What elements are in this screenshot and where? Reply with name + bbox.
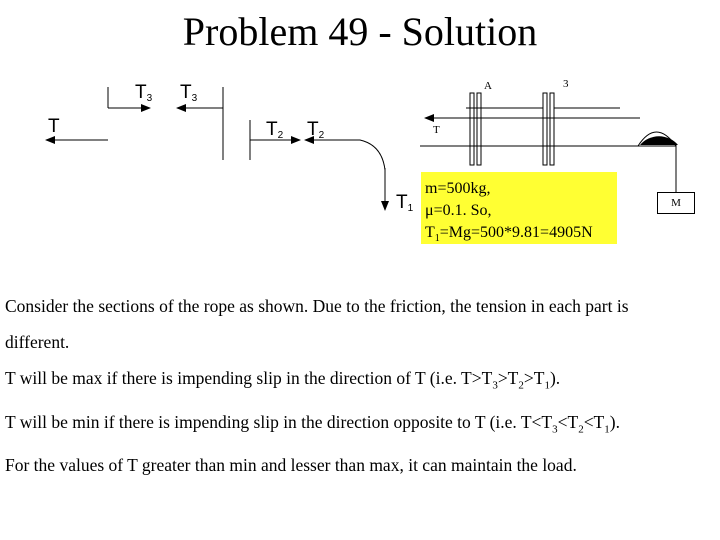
paragraph-3: T will be min if there is impending slip in the direction opposite to T (i.e. $T<T_3<T_2<T_1$). [5, 411, 620, 435]
hanging-mass: M [657, 192, 695, 214]
slide-title: Problem 49 - Solution [182, 9, 538, 54]
label-block-a: A [484, 80, 492, 92]
paragraph-2: T will be max if there is impending slip in the direction of T (i.e. $T>T_3>T_2>T_1$). [5, 368, 561, 392]
label-t: T [48, 116, 60, 137]
paragraph-1a: Consider the sections of the rope as shown. Due to the friction, the tension in each part is [5, 296, 629, 316]
paragraph-4: For the values of T greater than min and lesser than max, it can maintain the load. [5, 455, 577, 475]
label-t3-left: $T_3$ [135, 82, 153, 104]
block-b [543, 93, 620, 165]
given-friction: μ=0.1. So, [425, 202, 492, 219]
label-rope-t: T [433, 124, 440, 136]
label-t2-right: $T_2$ [307, 119, 325, 141]
label-t3-right: $T_3$ [180, 82, 198, 104]
block-a [466, 93, 543, 165]
explanation-text [5, 288, 720, 483]
given-mass: m=500kg, [425, 180, 491, 197]
given-tension: $T_1=Mg=500*9.81=4905N$ [425, 224, 593, 245]
section-segment-4 [305, 140, 385, 210]
label-t2-left: $T_2$ [266, 119, 284, 141]
label-t1: $T_1$ [396, 192, 414, 214]
paragraph-1b: different. [5, 332, 70, 352]
given-values-box [421, 172, 617, 244]
pulley [638, 132, 678, 146]
label-block-3: 3 [563, 78, 569, 90]
